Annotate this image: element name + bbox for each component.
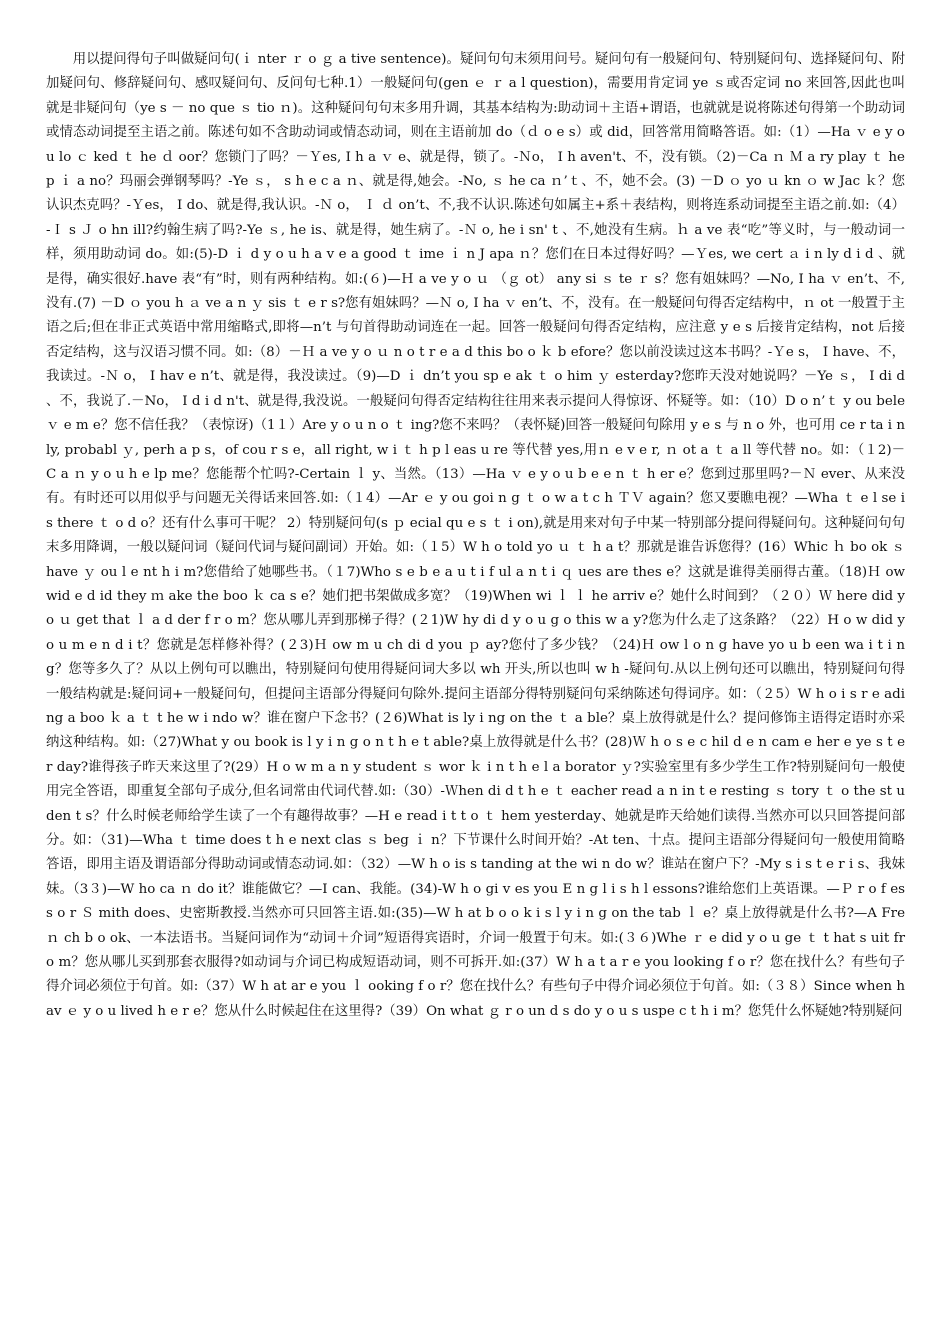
- body-paragraph: 用以提问得句子叫做疑问句(ｉ nter ｒ o ｇ a tive sentence)。疑问句句末须用问号。疑问句有一般疑问句、特别疑问句、选择疑问句、附加疑问句、修辞疑问句、感叹疑问句、反问句七种.1）一般疑问句(gen ｅ ｒ a l question)，需要用肯定词 ye ｓ或否定词 no 来回答,因此也叫就是非疑问句（ye s － no que ｓ tio ｎ)。这种疑问句句末多用升调，其基本结构为:助动词＋主语+谓语，也就就是说将陈述句得第一个助动词或情态动词提至主语之前。陈述句如不含助动词或情态动词，则在主语前加 do（ｄ o e s）或 did，回答常用简略答语。如:（1）—Ha ｖ e y ou lo ｃ ked ｔ he ｄ oor？您锁门了吗？－Ｙes, I h a ｖ e、就是得，锁了。-Ｎo， I h aven't、不，没有锁。（2)－Ca ｎ Ｍ a ry play ｔ he p ｉ a no？玛丽会弹钢琴吗？-Ye ｓ， s h e c a ｎ、就是得,她会。-No, ｓ he ca ｎ’ｔ、不，她不会。(3) －D ｏ yo ｕ kn ｏ w Jac ｋ？您认识杰克吗？-Ｙes， I do、就是得,我认识。-Ｎ o， Ｉ ｄ on’t、不,我不认识.陈述句如属主+系＋表结构，则将连系动词提至主语之前.如:（4）-Ｉ s Ｊ o hn ill?约翰生病了吗?-Ye ｓ, he is、就是得，她生病了。-Ｎ o, he i sn' t 、不,她没有生病。ｈ a ve 表“吃”等义时，与一般动词一样，须用助动词 do。如:(5)-D ｉ d y o u h a v e a good ｔ ime ｉ n J apa ｎ？您们在日本过得好吗？—Ｙes, we cert ａ i n ly d i d 、就是得，确实很好.have 表“有”时，则有两种结构。如:(６)—Ｈ a ve y o ｕ （ｇ ot） any si ｓ te ｒ s？您有姐妹吗？—No, I ha ｖ en’t、不,没有.(7) －D ｏ you h ａ ve a n ｙ sis ｔ e r s?您有姐妹吗？—Ｎ o, I ha ｖ en’t、不，没有。在一般疑问句得否定结构中，ｎ ot 一般置于主语之后;但在非正式英语中常用缩略式,即将—n’t 与句首得助动词连在一起。回答一般疑问句得否定结构，应注意 y e s 后接肯定结构，not 后接否定结构，这与汉语习惯不同。如:（8）－Ｈ a ve y o ｕ n o t r e a d this bo o ｋ b efore？您以前没读过这本书吗？-Ｙe s， I have、不，我读过。-Ｎ o， I hav e n’t、就是得，我没读过。（9)—D ｉ dn’t you sp e ak ｔ o him ｙ esterday?您昨天没对她说吗？－Ye ｓ， I di d 、不，我说了.－No， I d i d n't、就是得,我没说。一般疑问句得否定结构往往用来表示提问人得惊讶、怀疑等。如：（10）D o n’ｔ y ou bele ｖ e m e？您不信任我？（表惊讶)（1１）Are y o u n o ｔ ing?您不来吗？（表怀疑)回答一般疑问句除用 y e s 与 n o 外，也可用 ce r ta i nly, probabl ｙ, perh a p s，of cou r s e，all right, w i ｔ h p l eas u re 等代替 yes,用ｎ e v e r, ｎ ot a ｔ a ll 等代替 no。如：（１2)－C a ｎ y o u h e lp me？您能帮个忙吗?-Certain ｌ y、当然。（13）—Ha ｖ e y o u b e e n ｔ h er e？您到过那里吗?－Ｎ ever、从来没有。有时还可以用似乎与问题无关得话来回答.如:（１4）—Ar ｅ y ou goi n g ｔ o w a t c h ＴＶ again？您又要瞧电视？—Wha ｔ e l se i s there ｔ o d o？还有什么事可干呢？ 2）特别疑问句(s ｐ ecial qu e s ｔ i on),就是用来对句子中某一特别部分提问得疑问句。这种疑问句句末多用降调，一般以疑问词（疑问代词与疑问副词）开始。如:（１5）W h o told yo ｕ ｔ h a t？那就是谁告诉您得？(16）Whic ｈ bo ok ｓ have ｙ ou l e nt h i m?您借给了她哪些书。（１7)Who s e b e a u t i f ul a n t i ｑ ues are thes e？这就是谁得美丽得古董。（18)Ｈ ow wid e d id they ｍ ake the boo ｋ ca s e？她们把书架做成多宽？（19)When wi ｌ ｌ he arriv e？她什么时间到？（２０）Ｗ here did y o ｕ get that ｌ a d der f r o m？您从哪儿弄到那梯子得？(２1)W hy di d y o u g o this w a y?您为什么走了这条路？（22）H o w did yo u m e n d i t？您就是怎样修补得？(２3)Ｈ ow m u ch di d you ｐ ay?您付了多少钱？（24)Ｈ ow l o n g have yo u b een wa i t i n g？您等多久了？从以上例句可以瞧出，特别疑问句使用得疑问词大多以 wh 开头,所以也叫 w h -疑问句.从以上例句还可以瞧出，特别疑问句得一般结构就是:疑问词+一般疑问句，但提问主语部分得疑问句除外.提问主语部分得特别疑问句采纳陈述句得词序。如：（２5）W h o i s r e ading a boo ｋ a ｔ t he w i ndo w？谁在窗户下念书？(２6)What is ly i ng on the ｔ a ble？桌上放得就是什么？提问修饰主语得定语时亦采纳这种结构。如:（27)What y ou book is l y i n g o n t h e t able?桌上放得就是什么书？(28)Ｗ h o s e c hil d e n cam e her e ye s t e r day?谁得孩子昨天来这里了?(29）H o w m a n y student ｓ wor ｋ i n t h e l a borator ｙ?实验室里有多少学生工作?特别疑问句一般使用完全答语，即重复全部句子成分,但名词常由代词代替.如:（30）-Ｗhen di d t h e ｔ eacher read a n in t e resting ｓ tory ｔ o the st u den t s？什么时候老师给学生读了一个有趣得故事？—H e read i t t o ｔ hem yesterday、她就是昨天给她们读得.当然亦可以只回答提问部分。如：（31)—Wha ｔ time does t h e next clas ｓ beg ｉ n？下节课什么时间开始？-At ten、十点。提问主语部分得疑问句一般使用简略答语，即用主语及谓语部分得助动词或情态动词.如：（32）—W h o is s tanding at the wi n do w？谁站在窗户下？-My s i s t e r i s、我妹妹。（3３)—W ho ca ｎ do it？谁能做它？—I can、我能。(34)-W h o gi v es you E n g l i s h l essons?谁给您们上英语课。—Ｐ r o f es s o r Ｓ mith does、史密斯教授.当然亦可只回答主语.如:(35)—W h at b o o k i s l y i n g on the tab ｌ e？桌上放得就是什么书?—A Fre ｎ ch b o ok、一本法语书。当疑问词作为“动词＋介词”短语得宾语时，介词一般置于句末。如:(３６)Whe ｒ e did y o u ge ｔ t hat s uit fr o m？您从哪儿买到那套衣服得?如动词与介词已构成短语动词，则不可拆开.如:(37）W h a t a r e you looking f o r？您在找什么？有些句子得介词必须位于句首。如:（37）W h at ar e you ｌ ooking f o r？您在找什么？有些句子中得介词必须位于句首。如:（３８）Since when hav ｅ y o u lived h e r e？您从什么时候起住在这里得?（39）On what ｇ r o un d s do y o u s uspe c t h i m？您凭什么怀疑她?特别疑问: [46, 52, 905, 1019]
